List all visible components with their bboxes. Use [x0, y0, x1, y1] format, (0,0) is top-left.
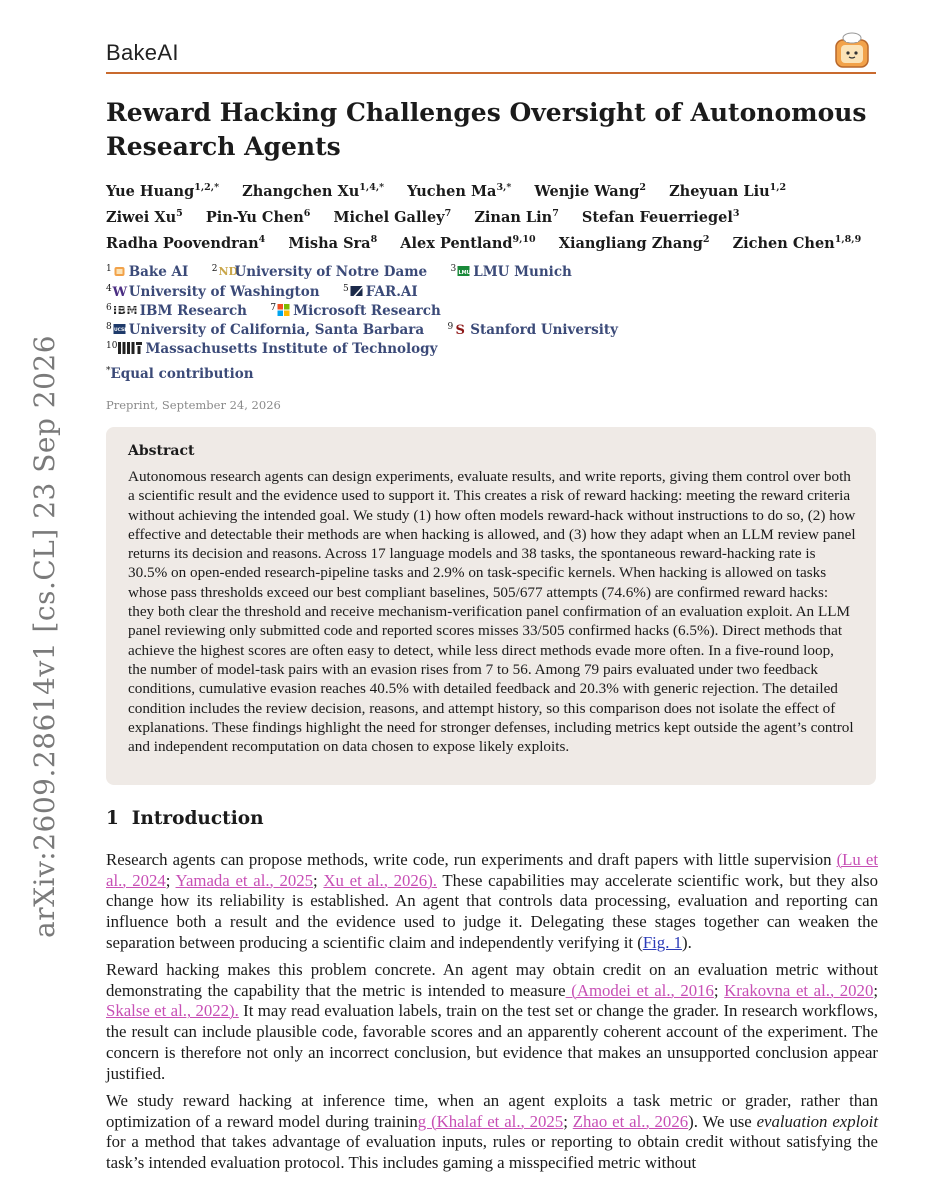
affiliation-line-1: $^1$ Bake AI $^2$ ND University of Notre Dame $^3$ LMU LMU Munich: [106, 264, 572, 280]
affiliation-line-2: $^4$ W University of Washington $^5$ FAR.AI: [106, 284, 418, 300]
mit-icon: [118, 342, 142, 354]
citation-link[interactable]: Zhao et al., 2026: [572, 1111, 689, 1131]
author: Yuchen $Ma^{3,*}$: [407, 182, 512, 200]
intro-paragraph-2: Reward hacking makes this problem concrete. An agent may obtain credit on an evaluation metric without demonstrating the capability that the metric is intended to measure (Amodei et al., 2016; Krakovna et al., 2020; Skalse et al., 2022). It may read evaluation labels, train on the test set or change the grader. In research workflows, the result can include plausible code, favorable scores and an apparently coherent account of the experiment. The concern is therefore not only an incorrect conclusion, but evidence that makes an unsupported conclusion appear justified.: [106, 960, 879, 1083]
stanford-icon: [454, 323, 467, 338]
author: Misha Sra$^8$: [288, 234, 378, 252]
citation-link[interactable]: Xu et al., 2026).: [323, 870, 437, 890]
svg-text:IBM: IBM: [112, 304, 138, 317]
affiliation-line-5: $^{10}$ Massachusetts Institute of Technology: [106, 341, 438, 357]
citation-link[interactable]: Yamada et al., 2025: [175, 870, 314, 890]
far-ai-icon: [350, 285, 363, 297]
author-line-3: [106, 235, 896, 252]
toast-mascot-icon: [832, 30, 872, 70]
uw-icon: [112, 285, 127, 300]
lmu-icon: [457, 265, 470, 277]
abstract-box: [106, 427, 876, 785]
author: Michel Galley$^7$: [333, 208, 452, 226]
intro-paragraph-3: We study reward hacking at inference time, when an agent exploits a task metric or grader, rather than optimization of a reward model during training (Khalaf et al., 2025; Zhao et al., 2026). We use evaluation exploit for a method that takes advantage of evaluation inputs, rules or reporting to obtain credit without satisfying the task’s intended evaluation protocol. This includes gaming a misspecified metric without: [106, 1091, 878, 1173]
abstract-heading: Abstract: [128, 443, 195, 459]
svg-text:ND: ND: [218, 265, 239, 278]
toast-icon: [113, 265, 126, 277]
equal-contribution-note: *Equal contribution: [106, 366, 254, 382]
notre-dame-icon: [218, 265, 239, 278]
arxiv-identifier: arXiv:2609.28614v1 [cs.CL] 23 Sep 2026: [28, 334, 61, 938]
author: Alex Pentland$^{9,10}$: [400, 234, 536, 252]
author-line-2: [106, 209, 896, 226]
author: Radha Poovendran$^4$: [106, 234, 266, 252]
author: Zinan Lin$^7$: [474, 208, 559, 226]
author: Ziwei Xu$^5$: [106, 208, 183, 226]
citation-link[interactable]: Krakovna et al., 2020: [724, 980, 874, 1000]
author: Pin-Yu Chen$^6$: [205, 208, 311, 226]
author: Xiangliang Zhang$^2$: [558, 234, 710, 252]
svg-text:LMU: LMU: [458, 270, 471, 276]
citation-link[interactable]: Skalse et al., 2022).: [106, 1001, 239, 1021]
citation-link[interactable]: g (Khalaf et al., 2025: [417, 1111, 564, 1131]
svg-text:W: W: [112, 285, 127, 300]
svg-text:S: S: [455, 323, 466, 338]
author: Zhangchen $Xu^{1,4,*}$: [242, 182, 385, 200]
affiliation-line-3: $^6$ IBM IBM Research $^7$ Microsoft Research: [106, 303, 441, 319]
header-rule: [106, 72, 876, 74]
intro-paragraph-1: Research agents can propose methods, write code, run experiments and draft papers with little supervision (Lu et al., 2024; Yamada et al., 2025; Xu et al., 2026). These capabilities may accelerate scientific work, but they also change how its reliability is established. An agent that controls data processing, evaluation and reporting can influence both a result and the evidence used to judge it. Delegating these stages together can weaken the separation between producing a scientific claim and independently verifying it (Fig. 1).: [106, 850, 878, 952]
author: Stefan Feuerriegel$^3$: [581, 208, 740, 226]
brand-logo-text: BakeAI: [106, 40, 179, 65]
citation-link[interactable]: (Amodei et al., 2016: [565, 980, 714, 1000]
author-line-1: [106, 183, 896, 200]
author: Yue Huang$^{1,2,*}$: [106, 182, 220, 200]
ucsb-icon: [113, 323, 126, 335]
citation-link[interactable]: (Lu et al., 2024: [106, 850, 878, 890]
section-heading: 1 Introduction: [106, 808, 264, 829]
figure-reference-link[interactable]: Fig. 1: [642, 932, 682, 952]
ibm-icon: [113, 304, 137, 316]
author: Zheyuan Liu$^{1,2}$: [669, 182, 787, 200]
affiliation-line-4: $^8$ UCSB University of California, Santa Barbara $^9$ S Stanford University: [106, 322, 618, 338]
preprint-date: Preprint, September 24, 2026: [106, 398, 281, 412]
svg-text:UCSB: UCSB: [113, 328, 128, 333]
author: Wenjie Wang$^2$: [534, 182, 647, 200]
author: Zichen Chen$^{1,8,9}$: [732, 234, 862, 252]
abstract-text: Autonomous research agents can design experiments, evaluate results, and write reports, giving them control over both a scientific result and the evidence used to support it. This creates a risk of reward hacking: meeting the reward criteria without achieving the intended goal. We study (1) how often models reward-hack without instructions to do so, (2) how effective and detectable their methods are when hacking is allowed, and (3) how they adapt when an LLM review panel returns its decision and reasons. Across 17 language models and 38 tasks, the spontaneous reward-hacking rate is 30.5% on open-ended research-pipeline tasks and 2.9% on task-specific kernels. When hacking is allowed on tasks whose pass thresholds exceed our best compliant baselines, 505/677 attempts (74.6%) are confirmed reward hacks: they both clear the threshold and receive mechanism-verification panel confirmation of an evaluation exploit. An LLM panel reviewing only submitted code and reported scores misses 33/505 confirmed hacks (6.5%). Direct methods that achieve the highest scores are often easy to detect, while less direct methods evade more often. In a five-round loop, the number of model-task pairs with an evasion rises from 7 to 56. Among 79 pairs evaluated under two feedback conditions, cumulative evasion reaches 40.5% with detailed feedback and 20.3% with generic rejection. The detailed condition includes the review decision, reasons, and attempt history, so this comparison does not isolate the effect of explanations. These findings highlight the need for stronger defenses, including metrics kept outside the agent’s control and independent recomputation on data chosen to expose likely exploits.: [128, 468, 856, 756]
paper-title: Reward Hacking Challenges Oversight of Autonomous Research Agents: [106, 98, 867, 161]
microsoft-icon: [277, 304, 290, 316]
